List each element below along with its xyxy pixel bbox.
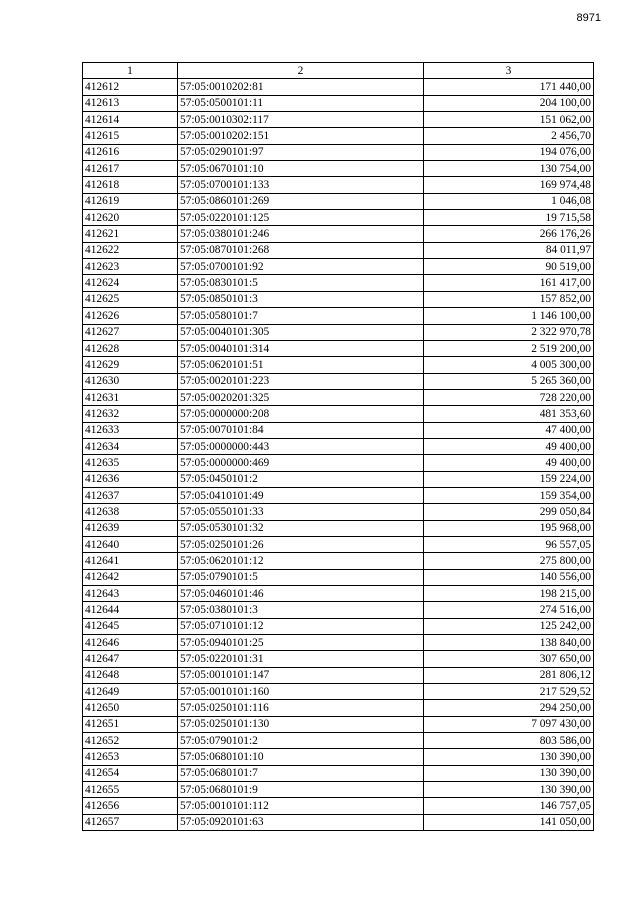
cadastral-number-cell: 57:05:0680101:9	[178, 782, 424, 798]
cadastral-number-cell: 57:05:0500101:11	[178, 95, 424, 111]
row-number-cell: 412621	[83, 226, 178, 242]
cadastral-number-cell: 57:05:0580101:7	[178, 308, 424, 324]
table-row	[83, 128, 594, 144]
cadastral-value-cell: 217 529,52	[424, 684, 594, 700]
cadastral-number-cell: 57:05:0010101:147	[178, 667, 424, 683]
table-row	[83, 455, 594, 471]
cadastral-value-cell: 299 050,84	[424, 504, 594, 520]
cadastral-value-cell: 198 215,00	[424, 586, 594, 602]
table-row	[83, 210, 594, 226]
row-number-cell: 412622	[83, 242, 178, 258]
cadastral-number-cell: 57:05:0700101:133	[178, 177, 424, 193]
table-row	[83, 422, 594, 438]
cadastral-value-cell: 125 242,00	[424, 618, 594, 634]
cadastral-value-cell: 2 519 200,00	[424, 340, 594, 356]
table-row	[83, 618, 594, 634]
cadastral-value-cell: 7 097 430,00	[424, 716, 594, 732]
cadastral-value-cell: 159 354,00	[424, 487, 594, 503]
cadastral-value-cell: 84 011,97	[424, 242, 594, 258]
cadastral-value-cell: 90 519,00	[424, 259, 594, 275]
cadastral-value-cell: 2 456,70	[424, 128, 594, 144]
row-number-cell: 412618	[83, 177, 178, 193]
cadastral-value-cell: 138 840,00	[424, 635, 594, 651]
table-row	[83, 438, 594, 454]
cadastral-value-cell: 195 968,00	[424, 520, 594, 536]
table-row	[83, 144, 594, 160]
row-number-cell: 412637	[83, 487, 178, 503]
cadastral-number-cell: 57:05:0680101:7	[178, 765, 424, 781]
table-row	[83, 357, 594, 373]
cadastral-value-cell: 140 556,00	[424, 569, 594, 585]
row-number-cell: 412643	[83, 586, 178, 602]
column-header-1: 1	[83, 63, 178, 79]
table-row	[83, 226, 594, 242]
cadastral-number-cell: 57:05:0250101:26	[178, 536, 424, 552]
cadastral-number-cell: 57:05:0020101:223	[178, 373, 424, 389]
cadastral-number-cell: 57:05:0850101:3	[178, 291, 424, 307]
cadastral-number-cell: 57:05:0250101:130	[178, 716, 424, 732]
row-number-cell: 412616	[83, 144, 178, 160]
table-body	[83, 79, 594, 831]
table-row	[83, 651, 594, 667]
row-number-cell: 412653	[83, 749, 178, 765]
row-number-cell: 412631	[83, 389, 178, 405]
table-row	[83, 112, 594, 128]
table-row	[83, 520, 594, 536]
row-number-cell: 412650	[83, 700, 178, 716]
table-row	[83, 324, 594, 340]
cadastral-value-cell: 141 050,00	[424, 814, 594, 830]
row-number-cell: 412633	[83, 422, 178, 438]
cadastral-value-cell: 159 224,00	[424, 471, 594, 487]
row-number-cell: 412620	[83, 210, 178, 226]
row-number-cell: 412619	[83, 193, 178, 209]
table-row	[83, 340, 594, 356]
cadastral-number-cell: 57:05:0070101:84	[178, 422, 424, 438]
row-number-cell: 412640	[83, 536, 178, 552]
table-row	[83, 373, 594, 389]
table-row	[83, 259, 594, 275]
table-row	[83, 765, 594, 781]
row-number-cell: 412630	[83, 373, 178, 389]
table-row	[83, 161, 594, 177]
page-number: 8971	[576, 12, 601, 24]
cadastral-number-cell: 57:05:0020201:325	[178, 389, 424, 405]
row-number-cell: 412645	[83, 618, 178, 634]
cadastral-number-cell: 57:05:0530101:32	[178, 520, 424, 536]
cadastral-number-cell: 57:05:0290101:97	[178, 144, 424, 160]
cadastral-value-cell: 204 100,00	[424, 95, 594, 111]
cadastral-number-cell: 57:05:0700101:92	[178, 259, 424, 275]
cadastral-value-cell: 47 400,00	[424, 422, 594, 438]
cadastral-value-cell: 481 353,60	[424, 406, 594, 422]
row-number-cell: 412624	[83, 275, 178, 291]
column-number-row	[83, 63, 594, 79]
cadastral-number-cell: 57:05:0920101:63	[178, 814, 424, 830]
row-number-cell: 412626	[83, 308, 178, 324]
table-row	[83, 536, 594, 552]
cadastral-number-cell: 57:05:0670101:10	[178, 161, 424, 177]
cadastral-number-cell: 57:05:0790101:5	[178, 569, 424, 585]
cadastral-number-cell: 57:05:0010302:117	[178, 112, 424, 128]
cadastral-value-cell: 266 176,26	[424, 226, 594, 242]
table-row	[83, 487, 594, 503]
cadastral-number-cell: 57:05:0000000:443	[178, 438, 424, 454]
row-number-cell: 412623	[83, 259, 178, 275]
table-row	[83, 667, 594, 683]
cadastral-value-cell: 151 062,00	[424, 112, 594, 128]
cadastral-value-cell: 275 800,00	[424, 553, 594, 569]
cadastral-value-cell: 1 046,08	[424, 193, 594, 209]
table-row	[83, 79, 594, 95]
table-row	[83, 291, 594, 307]
cadastral-number-cell: 57:05:0250101:116	[178, 700, 424, 716]
row-number-cell: 412615	[83, 128, 178, 144]
row-number-cell: 412651	[83, 716, 178, 732]
cadastral-value-cell: 146 757,05	[424, 798, 594, 814]
cadastral-number-cell: 57:05:0790101:2	[178, 733, 424, 749]
row-number-cell: 412634	[83, 438, 178, 454]
table-row	[83, 716, 594, 732]
row-number-cell: 412625	[83, 291, 178, 307]
cadastral-number-cell: 57:05:0620101:51	[178, 357, 424, 373]
row-number-cell: 412648	[83, 667, 178, 683]
cadastral-number-cell: 57:05:0010101:160	[178, 684, 424, 700]
table-row	[83, 782, 594, 798]
cadastral-value-cell: 169 974,48	[424, 177, 594, 193]
row-number-cell: 412638	[83, 504, 178, 520]
table-row	[83, 308, 594, 324]
cadastral-value-cell: 294 250,00	[424, 700, 594, 716]
cadastral-number-cell: 57:05:0010101:112	[178, 798, 424, 814]
table-row	[83, 749, 594, 765]
cadastral-value-cell: 274 516,00	[424, 602, 594, 618]
cadastral-value-cell: 5 265 360,00	[424, 373, 594, 389]
cadastral-value-cell: 130 754,00	[424, 161, 594, 177]
cadastral-value-table	[82, 62, 594, 831]
row-number-cell: 412639	[83, 520, 178, 536]
table-row	[83, 684, 594, 700]
table-row	[83, 586, 594, 602]
column-header-2: 2	[178, 63, 424, 79]
table-row	[83, 242, 594, 258]
row-number-cell: 412632	[83, 406, 178, 422]
cadastral-value-cell: 728 220,00	[424, 389, 594, 405]
cadastral-number-cell: 57:05:0010202:151	[178, 128, 424, 144]
row-number-cell: 412612	[83, 79, 178, 95]
cadastral-value-cell: 2 322 970,78	[424, 324, 594, 340]
table-row	[83, 569, 594, 585]
cadastral-value-cell: 130 390,00	[424, 782, 594, 798]
row-number-cell: 412636	[83, 471, 178, 487]
cadastral-value-cell: 171 440,00	[424, 79, 594, 95]
cadastral-value-cell: 19 715,58	[424, 210, 594, 226]
cadastral-number-cell: 57:05:0460101:46	[178, 586, 424, 602]
cadastral-value-cell: 161 417,00	[424, 275, 594, 291]
row-number-cell: 412647	[83, 651, 178, 667]
table-row	[83, 95, 594, 111]
cadastral-value-cell: 4 005 300,00	[424, 357, 594, 373]
row-number-cell: 412629	[83, 357, 178, 373]
cadastral-number-cell: 57:05:0220101:31	[178, 651, 424, 667]
row-number-cell: 412635	[83, 455, 178, 471]
row-number-cell: 412614	[83, 112, 178, 128]
row-number-cell: 412646	[83, 635, 178, 651]
cadastral-number-cell: 57:05:0710101:12	[178, 618, 424, 634]
cadastral-number-cell: 57:05:0860101:269	[178, 193, 424, 209]
row-number-cell: 412628	[83, 340, 178, 356]
table-row	[83, 406, 594, 422]
cadastral-value-cell: 194 076,00	[424, 144, 594, 160]
cadastral-value-cell: 49 400,00	[424, 438, 594, 454]
cadastral-value-cell: 803 586,00	[424, 733, 594, 749]
row-number-cell: 412617	[83, 161, 178, 177]
table-row	[83, 389, 594, 405]
cadastral-value-cell: 307 650,00	[424, 651, 594, 667]
table-row	[83, 814, 594, 830]
row-number-cell: 412655	[83, 782, 178, 798]
row-number-cell: 412656	[83, 798, 178, 814]
cadastral-value-cell: 157 852,00	[424, 291, 594, 307]
row-number-cell: 412613	[83, 95, 178, 111]
table-row	[83, 504, 594, 520]
cadastral-number-cell: 57:05:0410101:49	[178, 487, 424, 503]
row-number-cell: 412644	[83, 602, 178, 618]
cadastral-number-cell: 57:05:0450101:2	[178, 471, 424, 487]
cadastral-value-cell: 130 390,00	[424, 765, 594, 781]
cadastral-value-cell: 281 806,12	[424, 667, 594, 683]
table-row	[83, 700, 594, 716]
table-row	[83, 602, 594, 618]
column-header-3: 3	[424, 63, 594, 79]
cadastral-number-cell: 57:05:0550101:33	[178, 504, 424, 520]
row-number-cell: 412657	[83, 814, 178, 830]
cadastral-number-cell: 57:05:0620101:12	[178, 553, 424, 569]
table-row	[83, 177, 594, 193]
cadastral-number-cell: 57:05:0040101:314	[178, 340, 424, 356]
cadastral-number-cell: 57:05:0680101:10	[178, 749, 424, 765]
cadastral-number-cell: 57:05:0940101:25	[178, 635, 424, 651]
cadastral-number-cell: 57:05:0040101:305	[178, 324, 424, 340]
table-row	[83, 733, 594, 749]
cadastral-value-cell: 49 400,00	[424, 455, 594, 471]
cadastral-number-cell: 57:05:0000000:208	[178, 406, 424, 422]
cadastral-number-cell: 57:05:0010202:81	[178, 79, 424, 95]
table-row	[83, 193, 594, 209]
row-number-cell: 412641	[83, 553, 178, 569]
table-row	[83, 471, 594, 487]
cadastral-number-cell: 57:05:0380101:246	[178, 226, 424, 242]
cadastral-value-cell: 130 390,00	[424, 749, 594, 765]
table-row	[83, 635, 594, 651]
cadastral-number-cell: 57:05:0380101:3	[178, 602, 424, 618]
table-row	[83, 798, 594, 814]
row-number-cell: 412649	[83, 684, 178, 700]
cadastral-number-cell: 57:05:0000000:469	[178, 455, 424, 471]
row-number-cell: 412627	[83, 324, 178, 340]
cadastral-value-cell: 1 146 100,00	[424, 308, 594, 324]
row-number-cell: 412642	[83, 569, 178, 585]
row-number-cell: 412654	[83, 765, 178, 781]
table-row	[83, 275, 594, 291]
cadastral-value-cell: 96 557,05	[424, 536, 594, 552]
row-number-cell: 412652	[83, 733, 178, 749]
table-row	[83, 553, 594, 569]
cadastral-number-cell: 57:05:0830101:5	[178, 275, 424, 291]
cadastral-number-cell: 57:05:0220101:125	[178, 210, 424, 226]
cadastral-number-cell: 57:05:0870101:268	[178, 242, 424, 258]
